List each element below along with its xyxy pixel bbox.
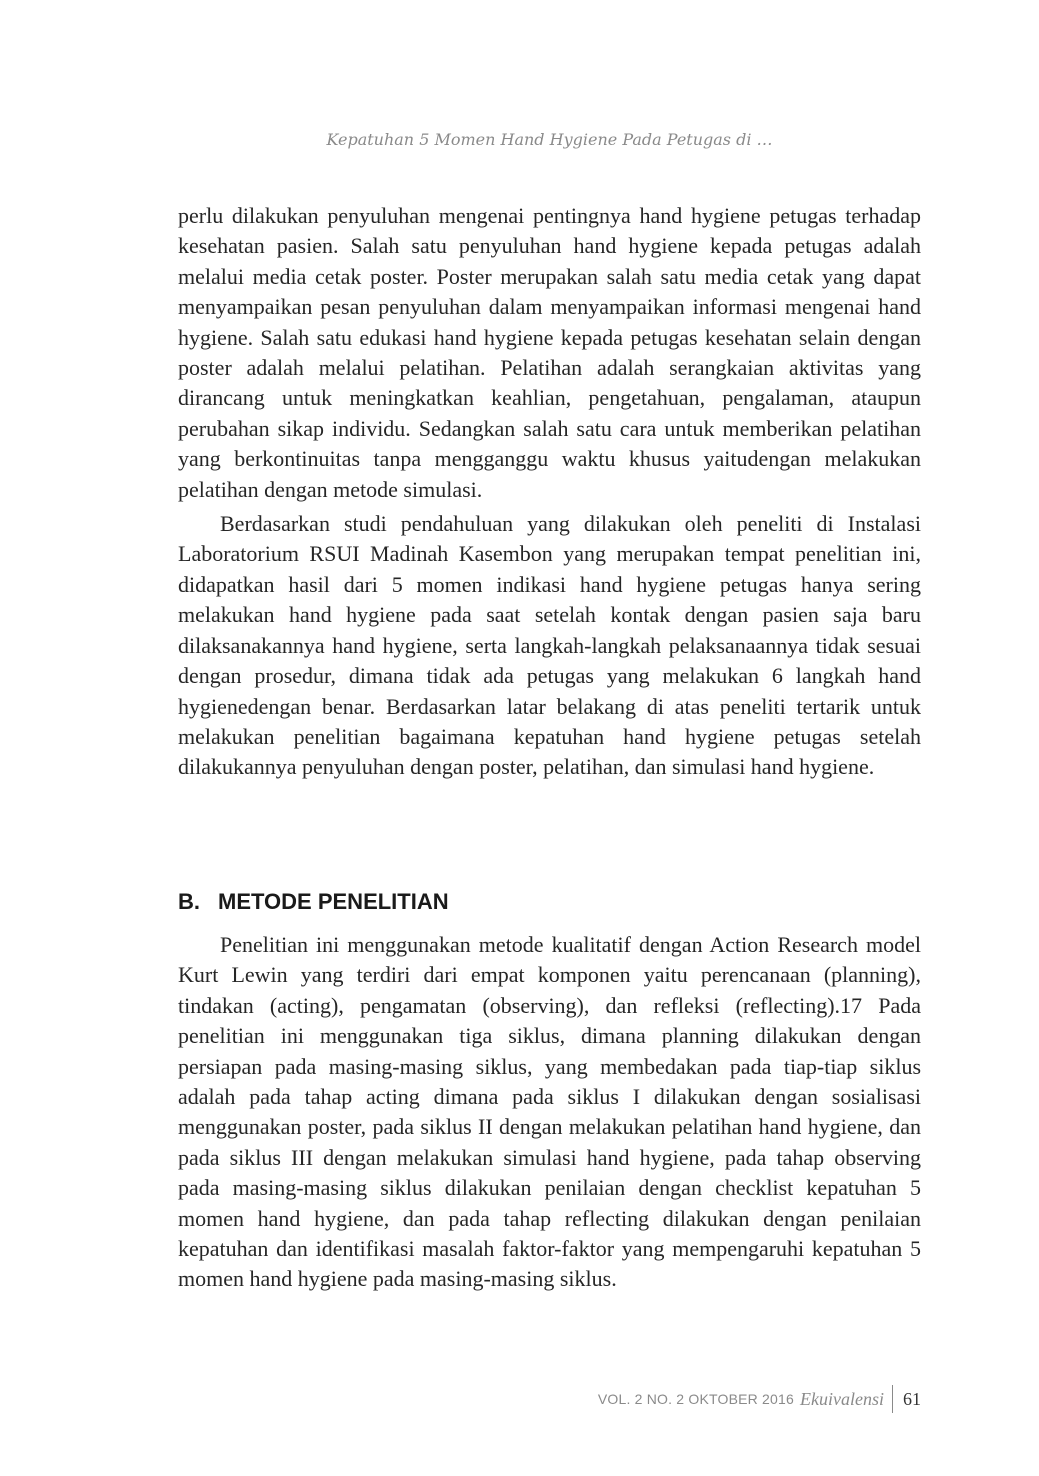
footer-volume: VOL. 2 NO. 2 OKTOBER 2016 (597, 1391, 795, 1407)
running-head: Kepatuhan 5 Momen Hand Hygiene Pada Petugas di … (326, 130, 773, 149)
paragraph-continuation: perlu dilakukan penyuluhan mengenai pentingnya hand hygiene petugas terhadap kesehatan pasien. Salah satu penyuluhan hand hygiene kepada petugas adalah melalui media cetak poster. Poster merupakan salah satu media cetak yang dapat menyampaikan pesan penyuluhan dalam menyampaikan informasi mengenai hand hygiene. Salah satu edukasi hand hygiene kepada petugas kesehatan selain dengan poster adalah melalui pelatihan. Pelatihan adalah serangkaian aktivitas yang dirancang untuk meningkatkan keahlian, pengetahuan, pengalaman, ataupun perubahan sikap individu. Sedangkan salah satu cara untuk memberikan pelatihan yang berkontinuitas tanpa mengganggu waktu khusus yaitudengan melakukan pelatihan dengan metode simulasi. (178, 203, 921, 502)
section-title: METODE PENELITIAN (218, 889, 449, 914)
paragraph-preliminary-study: Berdasarkan studi pendahuluan yang dilakukan oleh peneliti di Instalasi Laboratorium RSUI Madinah Kasembon yang merupakan tempat penelitian ini, didapatkan hasil dari 5 momen indikasi hand hygiene petugas hanya sering melakukan hand hygiene pada saat setelah kontak dengan pasien saja baru dilaksanakannya hand hygiene, serta langkah-langkah pelaksanaannya tidak sesuai dengan prosedur, dimana tidak ada petugas yang melakukan 6 langkah hand hygienedengan benar. Berdasarkan latar belakang di atas peneliti tertarik untuk melakukan penelitian bagaimana kepatuhan hand hygiene petugas setelah dilakukannya penyuluhan dengan poster, pelatihan, dan simulasi hand hygiene. (178, 511, 921, 780)
section-heading (178, 889, 449, 915)
footer-journal-name: Ekuivalensi (800, 1388, 884, 1409)
section-number: B. (178, 889, 200, 914)
body-text-intro (178, 201, 921, 783)
page-number: 61 (903, 1388, 921, 1409)
footer-divider (892, 1385, 893, 1413)
body-text-method (178, 930, 921, 1295)
paragraph-method: Penelitian ini menggunakan metode kualitatif dengan Action Research model Kurt Lewin yang terdiri dari empat komponen yaitu perencanaan (planning), tindakan (acting), pengamatan (observing), dan refleksi (reflecting).17 Pada penelitian ini menggunakan tiga siklus, dimana planning dilakukan dengan persiapan pada masing-masing siklus, yang membedakan pada tiap-tiap siklus adalah pada tahap acting dimana pada siklus I dilakukan dengan sosialisasi menggunakan poster, pada siklus II dengan melakukan pelatihan hand hygiene, dan pada siklus III dengan melakukan simulasi hand hygiene, pada tahap observing pada masing-masing siklus dilakukan penilaian dengan checklist kepatuhan 5 momen hand hygiene, dan pada tahap reflecting dilakukan dengan penilaian kepatuhan dan identifikasi masalah faktor-faktor yang mempengaruhi kepatuhan 5 momen hand hygiene pada masing-masing siklus. (178, 932, 921, 1292)
page-footer (598, 1385, 921, 1413)
